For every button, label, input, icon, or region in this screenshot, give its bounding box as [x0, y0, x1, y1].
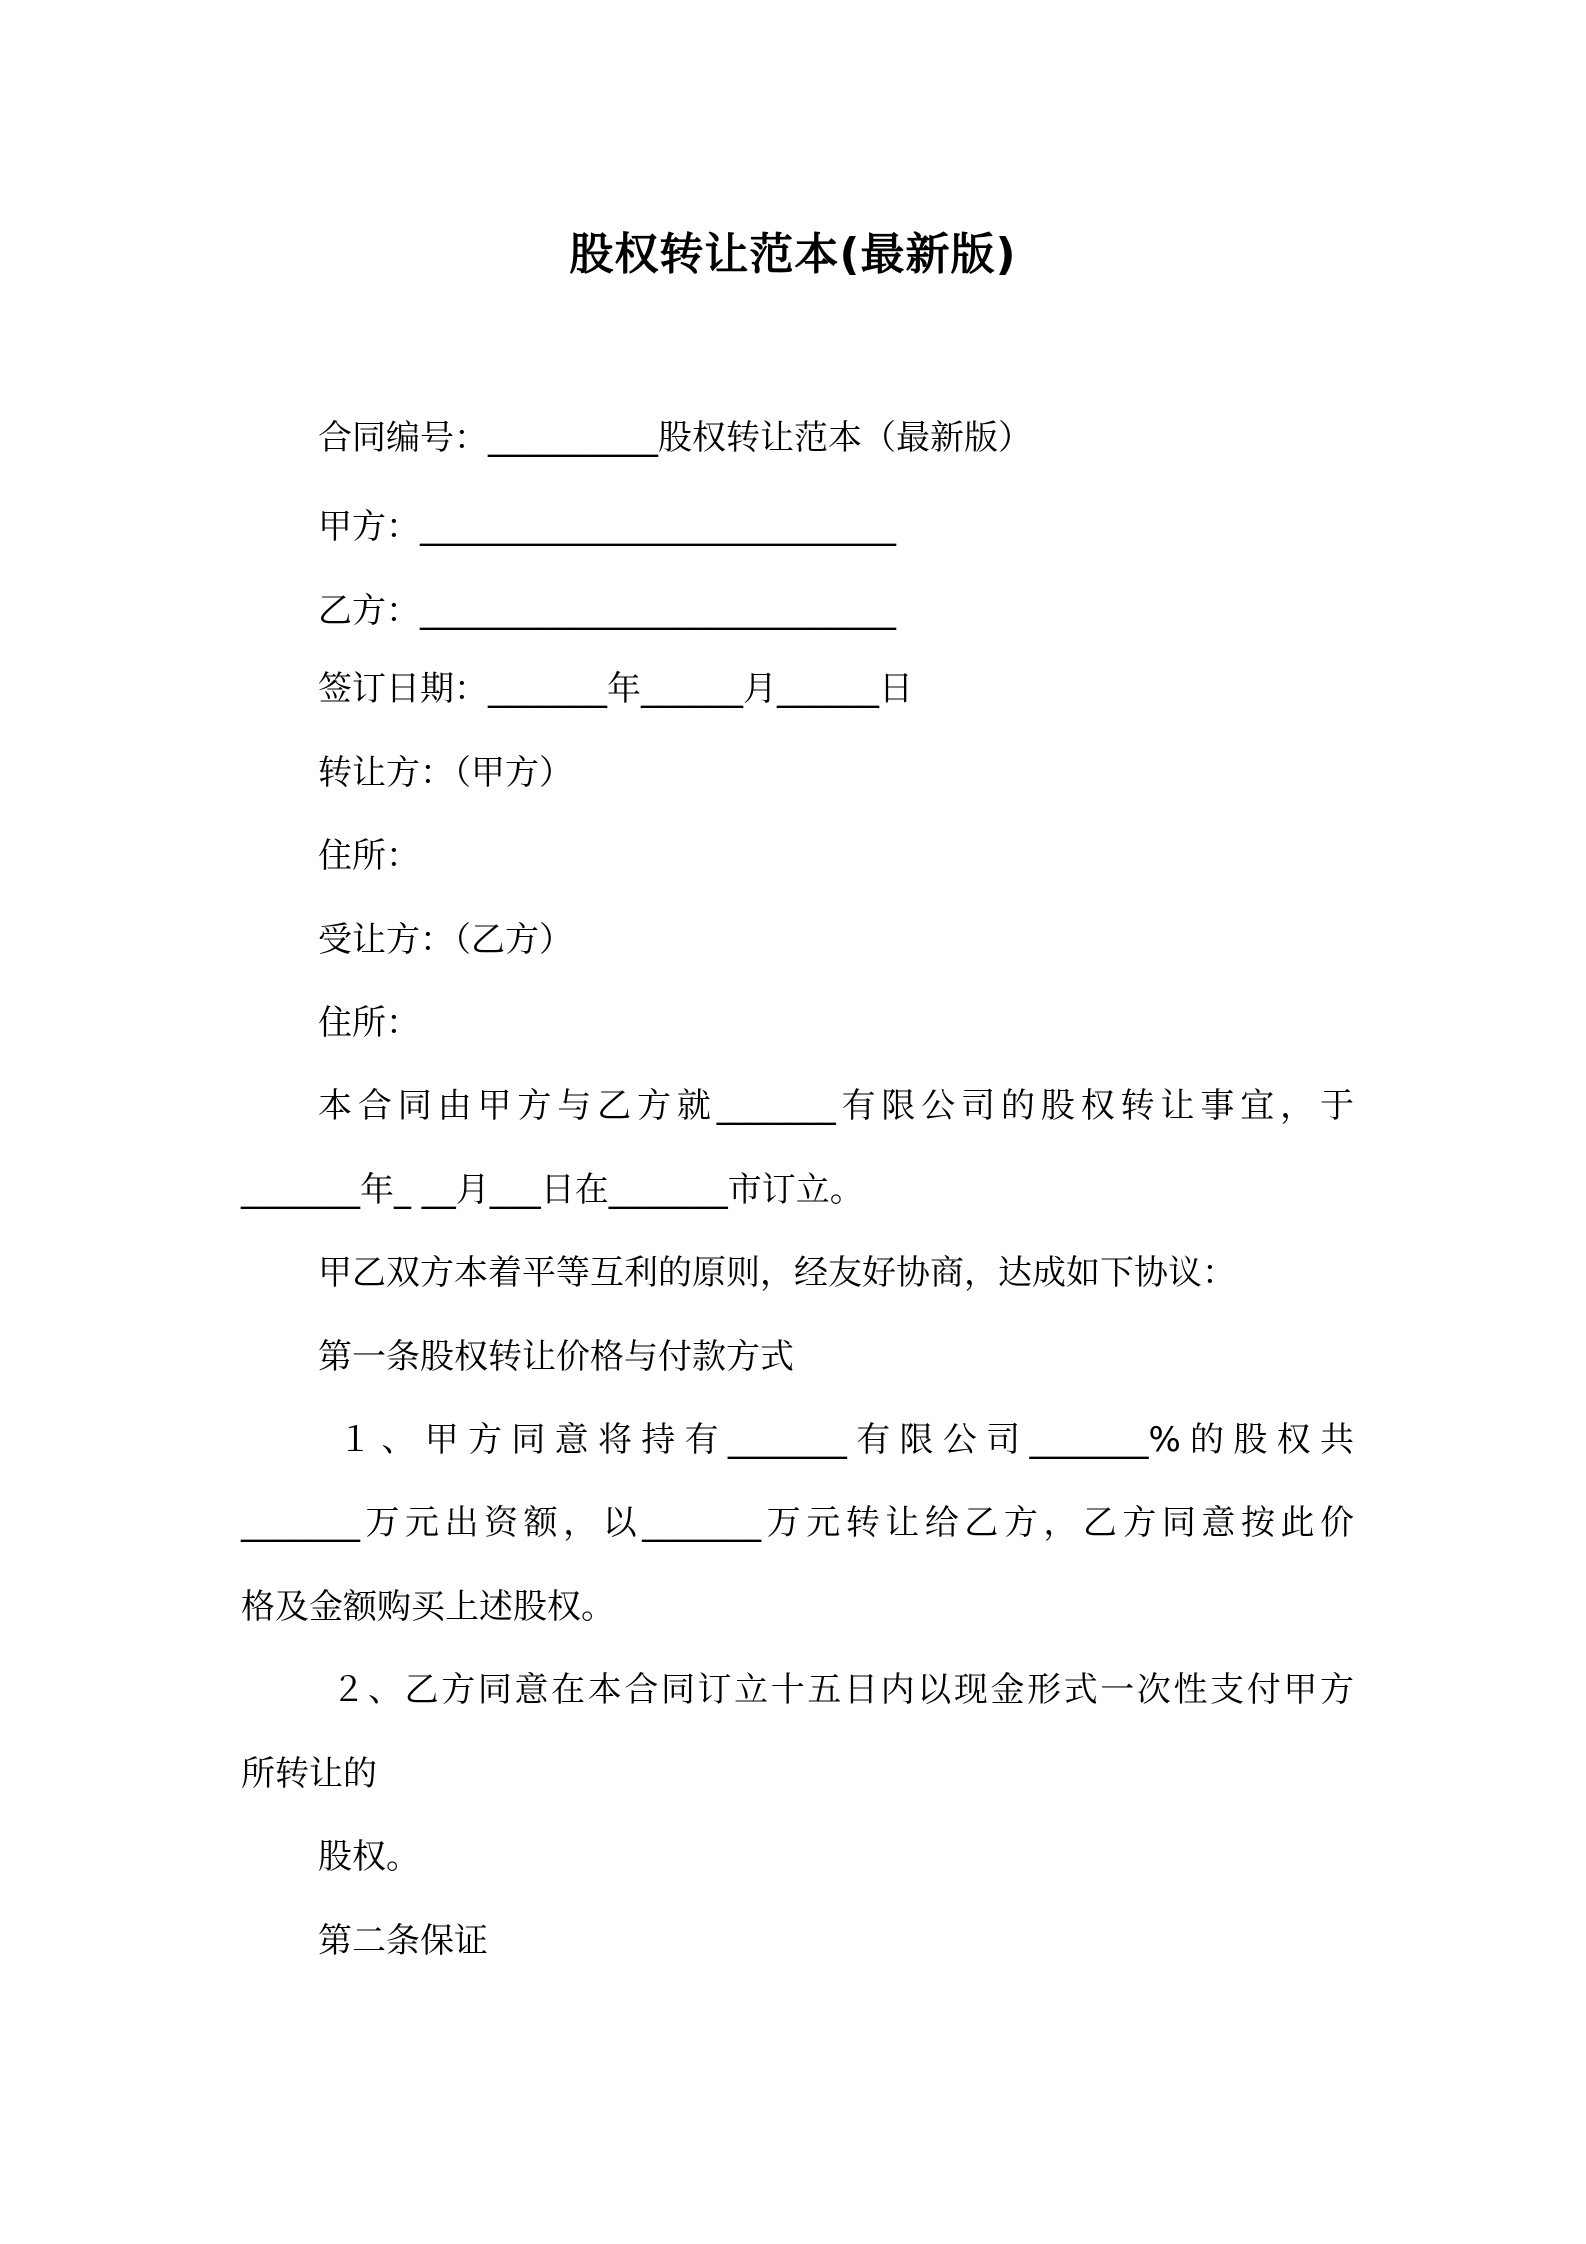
article-2-heading: 第二条保证: [318, 1921, 488, 1961]
agreement-principle-line: 甲乙双方本着平等互利的原则，经友好协商，达成如下协议：: [318, 1253, 1236, 1293]
transferor-address-line: 住所：: [318, 836, 420, 876]
transferee-address-line: 住所：: [318, 1003, 420, 1043]
clause-1-line-2: _______万元出资额，以_______万元转让给乙方，乙方同意按此价: [241, 1503, 1354, 1543]
transferor-line: 转让方：（甲方）: [318, 753, 573, 793]
clause-2-line-2: 所转让的: [241, 1754, 377, 1794]
paragraph-intro-line-1: 本合同由甲方与乙方就_______有限公司的股权转让事宜，于: [318, 1086, 1354, 1126]
clause-1-line-3: 格及金额购买上述股权。: [241, 1587, 615, 1627]
clause-2-line-1: ２、乙方同意在本合同订立十五日内以现金形式一次性支付甲方: [318, 1670, 1354, 1710]
clause-2-line-3: 股权。: [318, 1837, 420, 1877]
contract-number-line: 合同编号：__________股权转让范本（最新版）: [318, 418, 1032, 458]
party-b-line: 乙方：____________________________: [318, 591, 896, 631]
document-title: 股权转让范本(最新版): [569, 229, 1017, 280]
transferee-line: 受让方：（乙方）: [318, 920, 573, 960]
signing-date-line: 签订日期：_______年______月______日: [318, 669, 913, 709]
party-a-line: 甲方：____________________________: [318, 507, 896, 547]
clause-1-line-1: １、甲方同意将持有_______有限公司_______%的股权共: [318, 1420, 1354, 1460]
paragraph-intro-line-2: _______年_ __月___日在_______市订立。: [241, 1170, 864, 1210]
article-1-heading: 第一条股权转让价格与付款方式: [318, 1337, 794, 1377]
